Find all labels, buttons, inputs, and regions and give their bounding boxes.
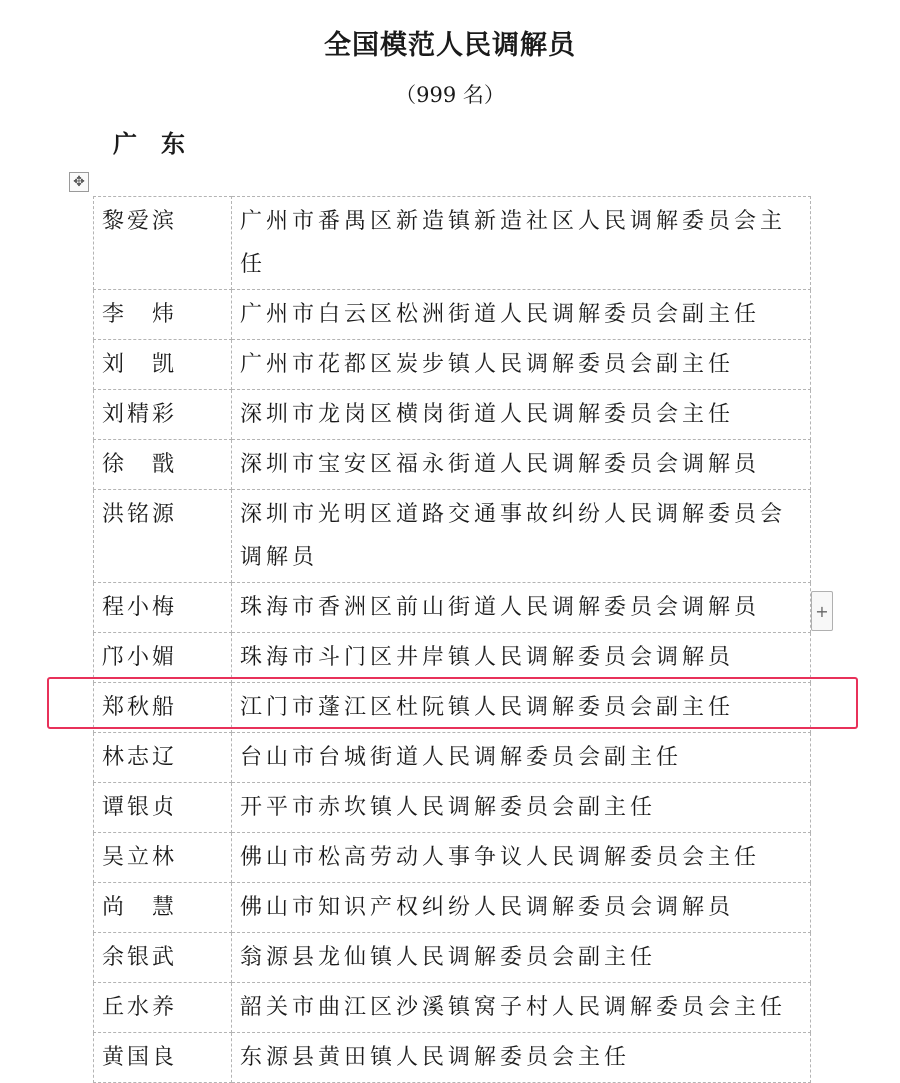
plus-icon: + — [815, 601, 829, 621]
title-cell[interactable]: 江门市蓬江区杜阮镇人民调解委员会副主任 — [232, 683, 811, 733]
table-row — [94, 883, 811, 933]
title-cell[interactable]: 佛山市松高劳动人事争议人民调解委员会主任 — [232, 833, 811, 883]
add-row-button[interactable] — [811, 591, 833, 631]
name-cell[interactable]: 黎爱滨 — [94, 197, 232, 290]
title-cell[interactable]: 深圳市光明区道路交通事故纠纷人民调解委员会调解员 — [232, 490, 811, 583]
name-cell[interactable]: 刘精彩 — [94, 390, 232, 440]
title-cell[interactable]: 佛山市知识产权纠纷人民调解委员会调解员 — [232, 883, 811, 933]
document-subtitle: （999 名） — [395, 83, 505, 107]
table-row — [94, 440, 811, 490]
title-cell[interactable]: 翁源县龙仙镇人民调解委员会副主任 — [232, 933, 811, 983]
name-cell[interactable]: 徐 戬 — [94, 440, 232, 490]
table-row-highlighted — [94, 733, 811, 783]
name-cell[interactable]: 丘水养 — [94, 983, 232, 1033]
move-handle-icon: ✥ — [73, 174, 85, 190]
table-row — [94, 683, 811, 733]
document-title: 全国模范人民调解员 — [324, 30, 576, 61]
table-row — [94, 390, 811, 440]
title-cell[interactable]: 韶关市曲江区沙溪镇窝子村人民调解委员会主任 — [232, 983, 811, 1033]
table-row — [94, 983, 811, 1033]
name-cell[interactable]: 刘 凯 — [94, 340, 232, 390]
table-row — [94, 290, 811, 340]
title-cell[interactable]: 广州市花都区炭步镇人民调解委员会副主任 — [232, 340, 811, 390]
name-cell[interactable]: 黄国良 — [94, 1033, 232, 1083]
name-cell[interactable]: 程小梅 — [94, 583, 232, 633]
table-row — [94, 490, 811, 583]
table-row — [94, 933, 811, 983]
title-cell[interactable]: 深圳市宝安区福永街道人民调解委员会调解员 — [232, 440, 811, 490]
table-row — [94, 783, 811, 833]
section-heading: 广 东 — [113, 130, 185, 158]
title-cell[interactable]: 珠海市香洲区前山街道人民调解委员会调解员 — [232, 583, 811, 633]
table-row — [94, 340, 811, 390]
name-cell[interactable]: 吴立林 — [94, 833, 232, 883]
table-row — [94, 833, 811, 883]
title-cell[interactable]: 广州市白云区松洲街道人民调解委员会副主任 — [232, 290, 811, 340]
name-cell[interactable]: 谭银贞 — [94, 783, 232, 833]
name-cell[interactable]: 尚 慧 — [94, 883, 232, 933]
table-row — [94, 633, 811, 683]
table-row — [94, 1033, 811, 1083]
title-cell[interactable]: 台山市台城街道人民调解委员会副主任 — [232, 733, 811, 783]
name-cell[interactable]: 余银武 — [94, 933, 232, 983]
title-cell[interactable]: 开平市赤坎镇人民调解委员会副主任 — [232, 783, 811, 833]
title-cell[interactable]: 深圳市龙岗区横岗街道人民调解委员会主任 — [232, 390, 811, 440]
name-cell[interactable]: 郑秋船 — [94, 683, 232, 733]
table-row — [94, 583, 811, 633]
title-cell[interactable]: 广州市番禺区新造镇新造社区人民调解委员会主任 — [232, 197, 811, 290]
table-move-handle[interactable] — [69, 172, 89, 192]
name-cell[interactable]: 邝小媚 — [94, 633, 232, 683]
title-cell[interactable]: 东源县黄田镇人民调解委员会主任 — [232, 1033, 811, 1083]
title-cell[interactable]: 珠海市斗门区井岸镇人民调解委员会调解员 — [232, 633, 811, 683]
name-cell[interactable]: 洪铭源 — [94, 490, 232, 583]
member-table — [93, 196, 811, 1083]
name-cell[interactable]: 李 炜 — [94, 290, 232, 340]
name-cell[interactable]: 林志辽 — [94, 733, 232, 783]
table-row — [94, 197, 811, 290]
